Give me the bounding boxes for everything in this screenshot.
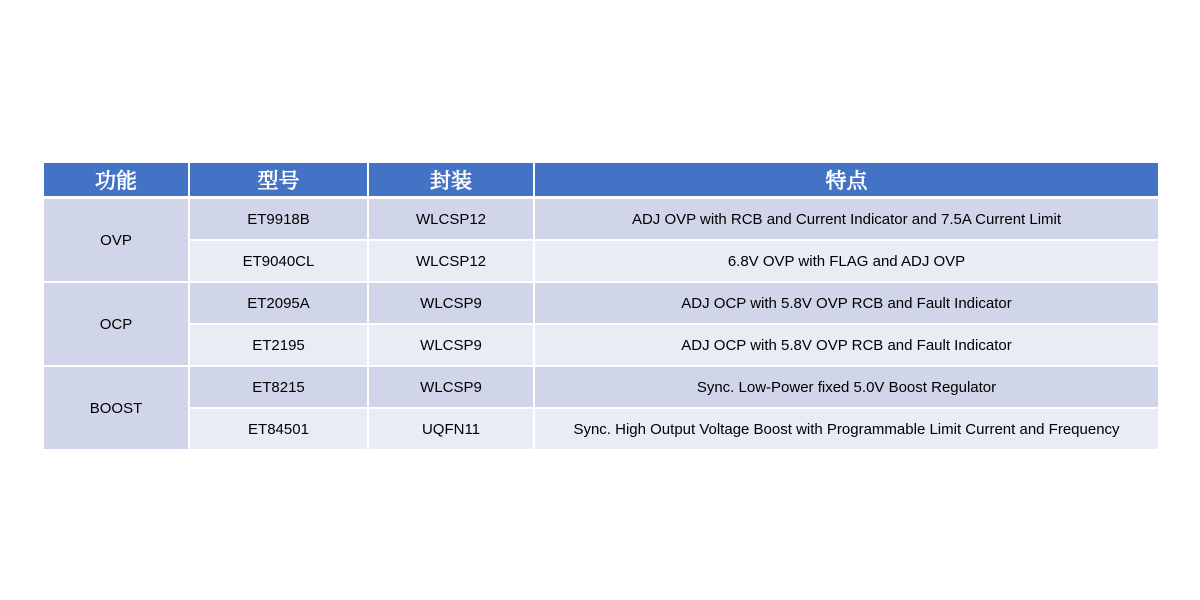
cell-package: UQFN11 xyxy=(368,408,534,450)
cell-package: WLCSP9 xyxy=(368,366,534,408)
cell-features: Sync. Low-Power fixed 5.0V Boost Regulator xyxy=(534,366,1159,408)
table-row xyxy=(43,282,1159,324)
cell-model: ET8215 xyxy=(189,366,368,408)
cell-model: ET9040CL xyxy=(189,240,368,282)
cell-features: Sync. High Output Voltage Boost with Programmable Limit Current and Frequency xyxy=(534,408,1159,450)
table-row xyxy=(43,366,1159,408)
product-table xyxy=(42,161,1160,451)
cell-function-boost: BOOST xyxy=(43,366,189,450)
cell-model: ET2195 xyxy=(189,324,368,366)
column-header-features: 特点 xyxy=(534,162,1159,198)
cell-features: ADJ OCP with 5.8V OVP RCB and Fault Indicator xyxy=(534,324,1159,366)
table-header-row xyxy=(43,162,1159,198)
cell-model: ET84501 xyxy=(189,408,368,450)
cell-function-ovp: OVP xyxy=(43,198,189,283)
column-header-function: 功能 xyxy=(43,162,189,198)
cell-model: ET9918B xyxy=(189,198,368,241)
cell-package: WLCSP12 xyxy=(368,240,534,282)
cell-features: ADJ OVP with RCB and Current Indicator and 7.5A Current Limit xyxy=(534,198,1159,241)
column-header-model: 型号 xyxy=(189,162,368,198)
table-row xyxy=(43,198,1159,241)
table-row xyxy=(43,324,1159,366)
table-row xyxy=(43,240,1159,282)
cell-package: WLCSP12 xyxy=(368,198,534,241)
cell-features: 6.8V OVP with FLAG and ADJ OVP xyxy=(534,240,1159,282)
cell-model: ET2095A xyxy=(189,282,368,324)
cell-package: WLCSP9 xyxy=(368,324,534,366)
column-header-package: 封装 xyxy=(368,162,534,198)
table-row xyxy=(43,408,1159,450)
cell-features: ADJ OCP with 5.8V OVP RCB and Fault Indicator xyxy=(534,282,1159,324)
cell-package: WLCSP9 xyxy=(368,282,534,324)
cell-function-ocp: OCP xyxy=(43,282,189,366)
